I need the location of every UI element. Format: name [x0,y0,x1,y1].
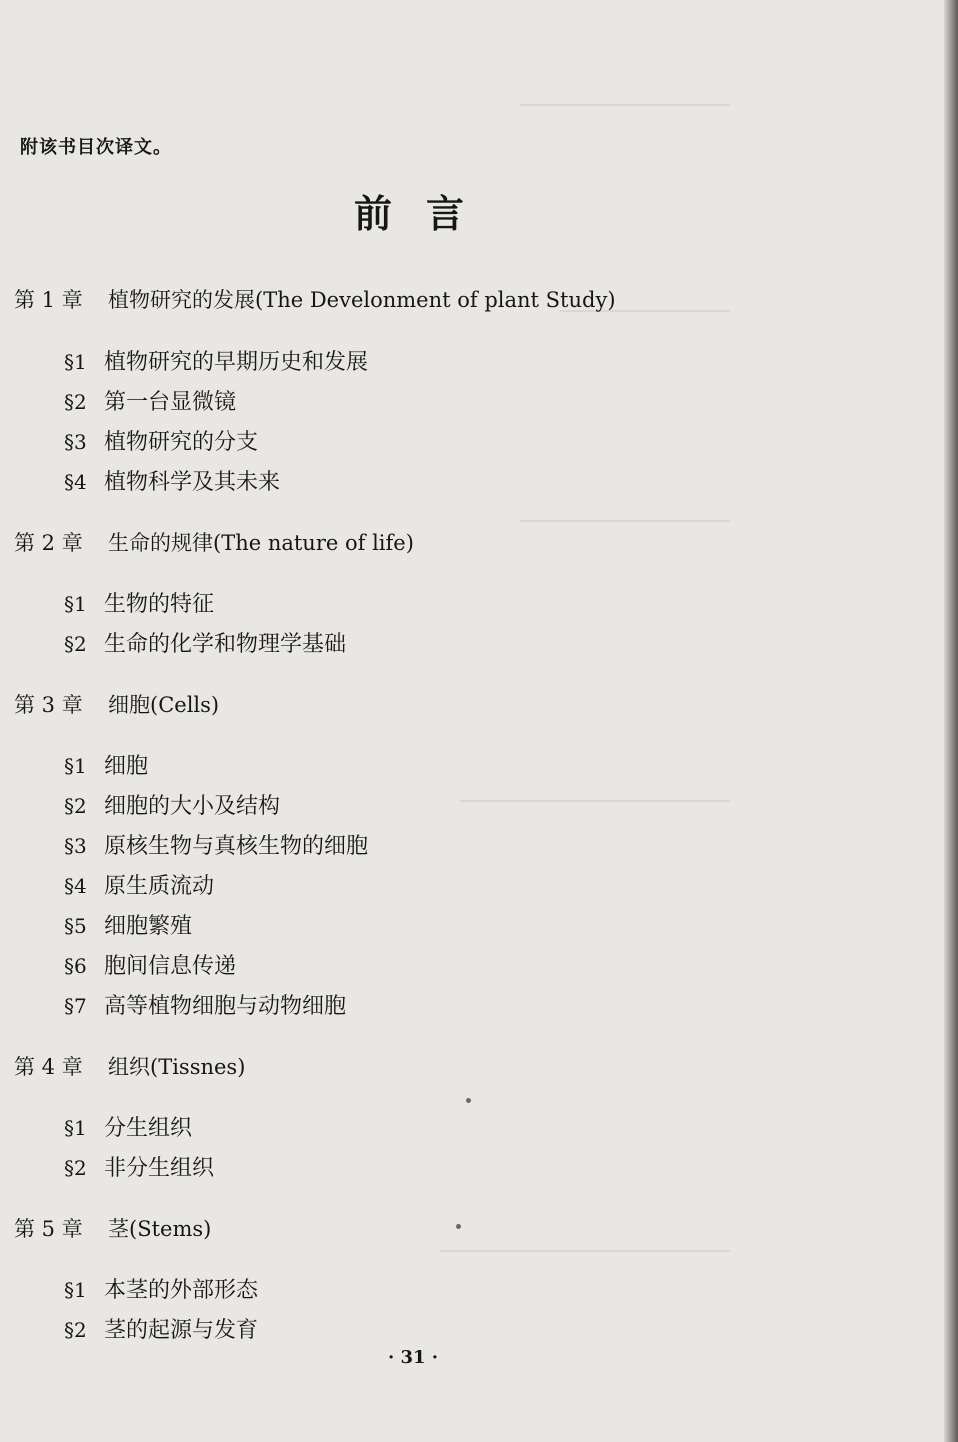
section-number: §7 [64,994,87,1018]
chapter-number: 第 2 章 [14,531,83,555]
section-item [64,1151,214,1182]
section-number: §2 [64,632,87,656]
chapter-title: 植物研究的发展(The Develonment of plant Study) [108,288,616,312]
section-title: 细胞 [104,754,149,779]
section-number: §6 [64,954,87,978]
section-number: §1 [64,1116,87,1140]
section-title: 第一台显微镜 [104,390,237,415]
chapter-5-heading [14,1213,211,1243]
chapter-title: 细胞(Cells) [108,693,220,717]
section-title: 分生组织 [104,1116,193,1141]
section-title: 细胞的大小及结构 [104,794,281,819]
bleed-through-block [460,800,730,802]
bleed-through-block [440,1250,730,1252]
section-number: §2 [64,794,87,818]
section-item [64,465,280,496]
section-number: §3 [64,430,87,454]
chapter-2-heading [14,527,414,557]
section-item [64,989,346,1020]
section-title: 生物的特征 [104,592,215,617]
section-title: 植物研究的早期历史和发展 [104,350,369,375]
section-title: 茎的起源与发育 [104,1318,259,1343]
section-item [64,789,280,820]
chapter-number: 第 5 章 [14,1217,83,1241]
section-number: §4 [64,874,87,898]
section-item [64,1313,258,1344]
section-number: §1 [64,592,87,616]
section-item [64,587,214,618]
section-item [64,909,192,940]
chapter-number: 第 1 章 [14,288,83,312]
section-item [64,1273,258,1304]
section-number: §1 [64,350,87,374]
section-title: 本茎的外部形态 [104,1278,259,1303]
translation-note: 附该书目次译文。 [20,137,172,158]
section-number: §5 [64,914,87,938]
section-item [64,829,368,860]
chapter-title: 组织(Tissnes) [108,1055,246,1079]
section-item [64,869,214,900]
chapter-3-heading [14,689,219,719]
section-item [64,627,346,658]
section-number: §1 [64,754,87,778]
section-title: 植物研究的分支 [104,430,259,455]
section-item [64,385,236,416]
section-item [64,949,236,980]
ink-speck [466,1098,471,1103]
section-number: §2 [64,390,87,414]
bleed-through-block [520,104,730,126]
chapter-number: 第 3 章 [14,693,83,717]
section-item [64,345,368,376]
bleed-through-block [520,520,730,522]
section-number: §2 [64,1318,87,1342]
page-edge-shadow [944,0,958,1442]
section-title: 胞间信息传递 [104,954,237,979]
section-item [64,1111,192,1142]
chapter-1-heading [14,284,616,314]
section-item [64,425,258,456]
page-title: 前言 [353,191,498,236]
section-title: 原生质流动 [104,874,215,899]
section-title: 细胞繁殖 [104,914,193,939]
section-title: 高等植物细胞与动物细胞 [104,994,347,1019]
chapter-title: 茎(Stems) [108,1217,212,1241]
page-number: · 31 · [387,1347,439,1368]
section-number: §1 [64,1278,87,1302]
section-title: 生命的化学和物理学基础 [104,632,347,657]
ink-speck [456,1224,461,1229]
section-number: §3 [64,834,87,858]
section-title: 原核生物与真核生物的细胞 [104,834,369,859]
section-number: §4 [64,470,87,494]
chapter-title: 生命的规律(The nature of life) [108,531,414,555]
section-title: 非分生组织 [104,1156,215,1181]
section-item [64,749,148,780]
chapter-number: 第 4 章 [14,1055,83,1079]
section-title: 植物科学及其未来 [104,470,281,495]
chapter-4-heading [14,1051,245,1081]
section-number: §2 [64,1156,87,1180]
